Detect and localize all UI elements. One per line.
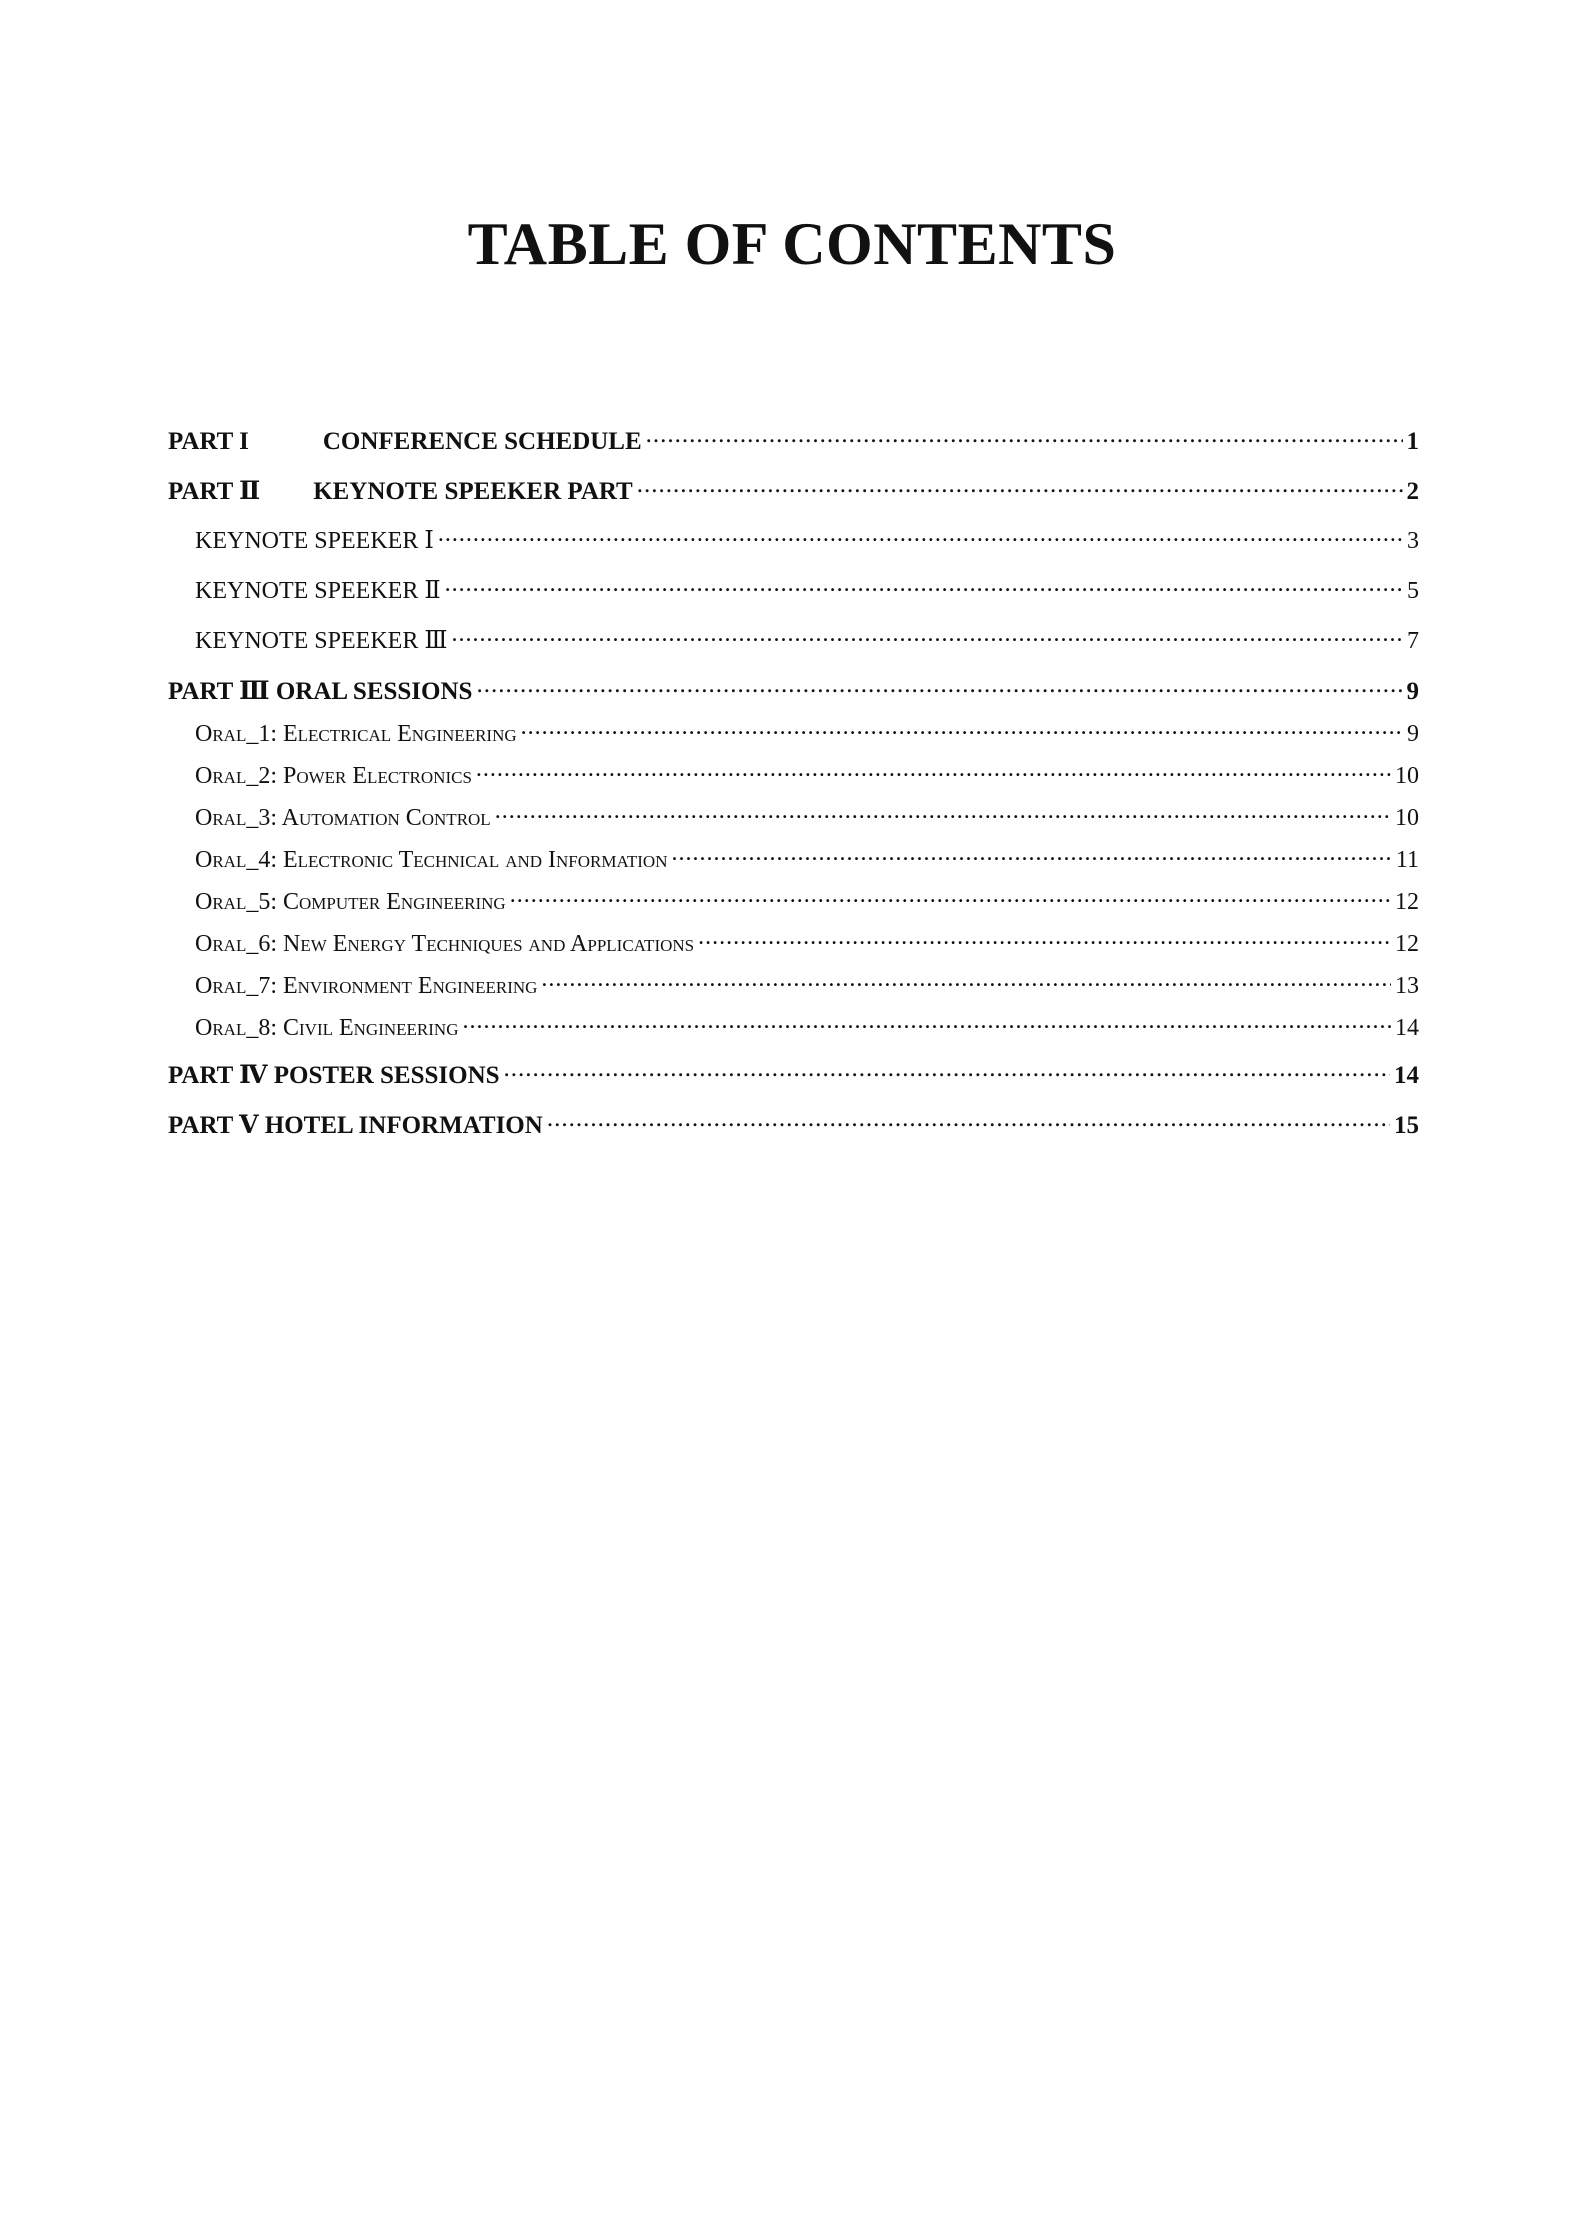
toc-entry-label: KEYNOTE SPEEKER Ⅲ (195, 628, 448, 654)
toc-entry-label: PART Ⅲ ORAL SESSIONS (168, 678, 473, 705)
dot-leader (698, 927, 1391, 951)
toc-page-number: 15 (1394, 1112, 1419, 1139)
toc-entry-label: CONFERENCE SCHEDULE (322, 428, 642, 455)
toc-page-number: 2 (1406, 478, 1419, 505)
dot-leader (541, 969, 1391, 993)
dot-leader (495, 801, 1391, 825)
toc-entry-part-3[interactable] (168, 674, 1419, 706)
toc-entry-label: Oral_7: Environment Engineering (195, 973, 538, 999)
toc-entry-keynote-3[interactable] (168, 624, 1419, 655)
dot-leader (646, 424, 1403, 449)
toc-entry-label: Oral_8: Civil Engineering (195, 1015, 459, 1041)
toc-entry-oral-4[interactable] (168, 843, 1419, 874)
dot-leader (438, 524, 1403, 548)
toc-entry-part-4[interactable] (168, 1058, 1419, 1090)
toc-page-number: 5 (1407, 578, 1419, 604)
toc-entry-label: Oral_4: Electronic Technical and Information (195, 847, 668, 873)
toc-entry-label: Oral_2: Power Electronics (195, 763, 472, 789)
dot-leader (451, 624, 1403, 648)
toc-entry-oral-3[interactable] (168, 801, 1419, 832)
toc-entry-label: Oral_3: Automation Control (195, 805, 491, 831)
toc-entry-keynote-2[interactable] (168, 574, 1419, 605)
toc-entry-label: KEYNOTE SPEEKER PART (313, 478, 633, 505)
toc-entry-oral-8[interactable] (168, 1011, 1419, 1042)
dot-leader (504, 1058, 1390, 1083)
toc-page-number: 11 (1395, 847, 1419, 873)
toc-page-number: 14 (1394, 1062, 1419, 1089)
toc-entry-part-2[interactable] (168, 474, 1419, 506)
toc-page-number: 13 (1395, 973, 1419, 999)
toc-entry-label: Oral_6: New Energy Techniques and Applications (195, 931, 695, 957)
toc-page-number: 14 (1395, 1015, 1419, 1041)
toc-page-number: 10 (1395, 763, 1419, 789)
toc-page-number: 12 (1395, 931, 1419, 957)
toc-entry-oral-6[interactable] (168, 927, 1419, 958)
toc-entry-label: PART Ⅴ HOTEL INFORMATION (168, 1112, 543, 1139)
toc-entry-label: KEYNOTE SPEEKER Ⅱ (195, 578, 441, 604)
toc-entry-label: PART Ⅳ POSTER SESSIONS (168, 1062, 500, 1089)
dot-leader (445, 574, 1403, 598)
dot-leader (672, 843, 1392, 867)
toc-page-number: 7 (1407, 628, 1419, 654)
toc-entry-oral-5[interactable] (168, 885, 1419, 916)
page-title: TABLE OF CONTENTS (467, 211, 1117, 277)
toc-entry-label: KEYNOTE SPEEKER Ⅰ (195, 528, 434, 554)
toc-page-number: 12 (1395, 889, 1419, 915)
toc-page-number: 10 (1395, 805, 1419, 831)
dot-leader (462, 1011, 1391, 1035)
dot-leader (510, 885, 1391, 909)
toc-entry-oral-7[interactable] (168, 969, 1419, 1000)
toc-entry-part-5[interactable] (168, 1108, 1419, 1140)
toc-page-number: 9 (1407, 721, 1419, 747)
toc-part-number: PART I (168, 428, 249, 455)
toc-entry-keynote-1[interactable] (168, 524, 1419, 555)
toc-part-number: PART Ⅱ (168, 478, 261, 505)
toc-entry-oral-1[interactable] (168, 717, 1419, 748)
toc-entry-oral-2[interactable] (168, 759, 1419, 790)
toc-entry-part-1[interactable] (168, 424, 1419, 456)
dot-leader (547, 1108, 1390, 1133)
toc-entry-label: Oral_5: Computer Engineering (195, 889, 506, 915)
toc-page-number: 1 (1406, 428, 1419, 455)
dot-leader (521, 717, 1403, 741)
dot-leader (637, 474, 1403, 499)
toc-page-number: 9 (1406, 678, 1419, 705)
toc-page-number: 3 (1407, 528, 1419, 554)
toc-entry-label: Oral_1: Electrical Engineering (195, 721, 517, 747)
dot-leader (476, 759, 1391, 783)
dot-leader (476, 674, 1402, 699)
